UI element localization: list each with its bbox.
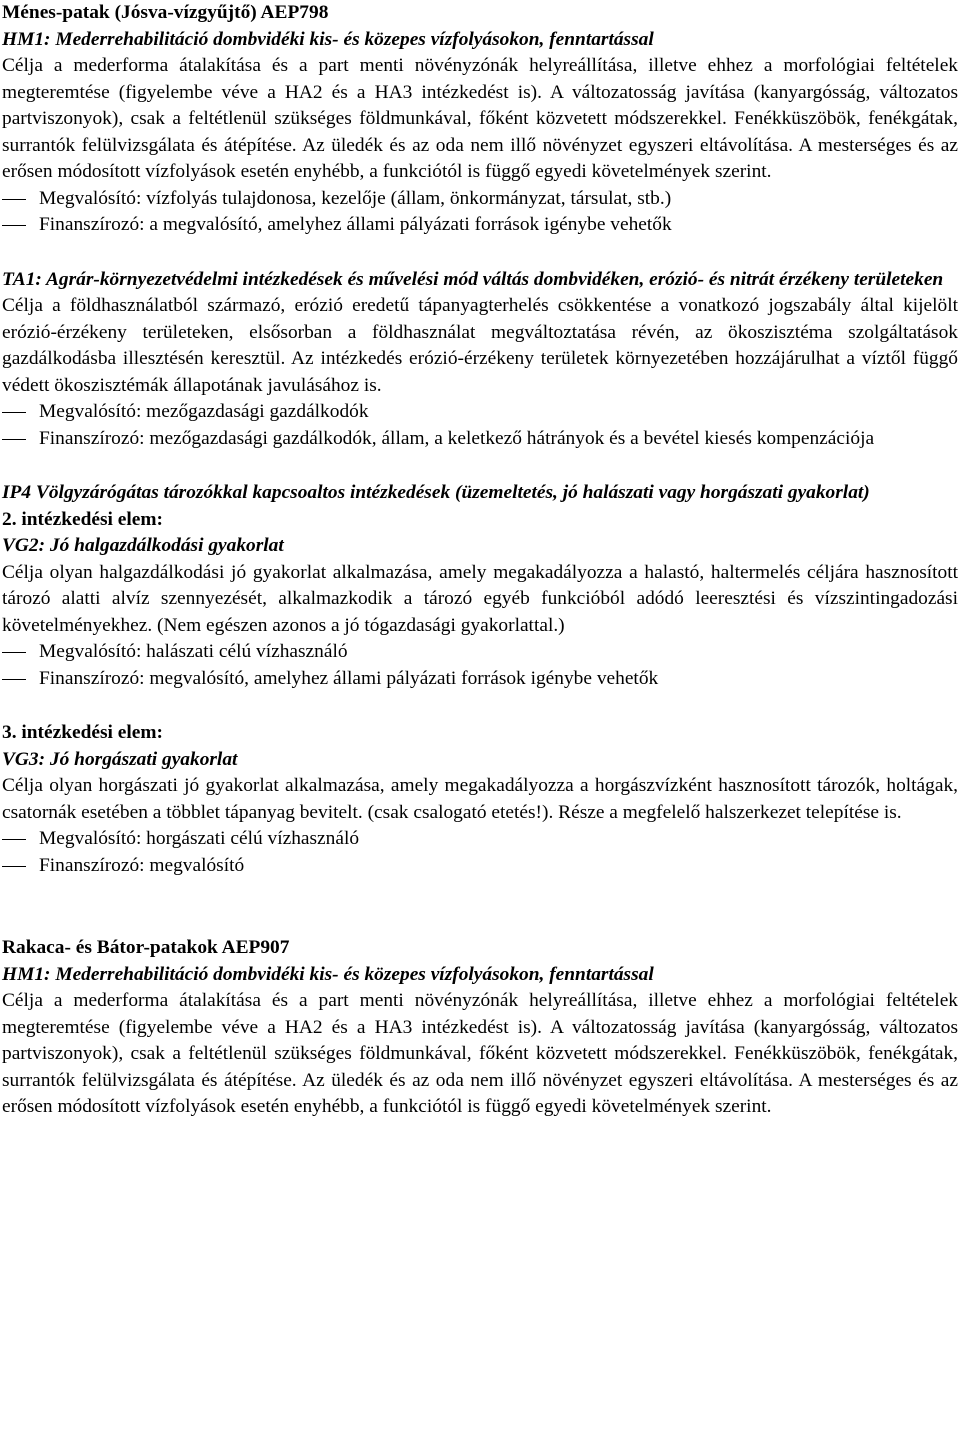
spacer	[2, 452, 958, 480]
measure-details	[2, 186, 958, 239]
spacer	[2, 239, 958, 267]
financer-item: Finanszírozó: mezőgazdasági gazdálkodók, állam, a keletkező hátrányok és a bevétel kiesés kompenzációja	[2, 426, 958, 453]
implementer-item: Megvalósító: mezőgazdasági gazdálkodók	[2, 399, 958, 426]
measure-details	[2, 826, 958, 879]
element-title: VG2: Jó halgazdálkodási gyakorlat	[2, 535, 284, 556]
measure-title: HM1: Mederrehabilitáció dombvidéki kis- és közepes vízfolyásokon, fenntartással	[2, 963, 654, 985]
section-ta1	[2, 267, 958, 453]
measure-title: HM1: Mederrehabilitáció dombvidéki kis- és közepes vízfolyásokon, fenntartással	[2, 28, 654, 50]
measure-body: Célja a mederforma átalakítása és a part menti növényzónák helyreállítása, illetve ehhez a morfológiai feltételek megteremtése (figyelembe véve a HA2 és a HA3 intézkedést is). A változatosság javítása (kanyargósság, változatos partviszonyok), csak a feltétlenül szükséges földmunkával, főként közvetett módszerekkel. Fenékküszöbök, fenékgátak, surrantók felülvizsgálata és átépítése. Az üledék és az oda nem illő növényzet egyszeri eltávolítása. A mesterséges és az erősen módosított vízfolyások esetén enyhébb, a funkciótól is függő egyedi követelmények szerint.	[2, 55, 958, 182]
measure-body: Célja a mederforma átalakítása és a part menti növényzónák helyreállítása, illetve ehhez a morfológiai feltételek megteremtése (figyelembe véve a HA2 és a HA3 intézkedést is). A változatosság javítása (kanyargósság, változatos partviszonyok), csak a feltétlenül szükséges földmunkával, főként közvetett módszerekkel. Fenékküszöbök, fenékgátak, surrantók felülvizsgálata és átépítése. Az üledék és az oda nem illő növényzet egyszeri eltávolítása. A mesterséges és az erősen módosított vízfolyások esetén enyhébb, a funkciótól is függő egyedi követelmények szerint.	[2, 990, 958, 1117]
measure-details	[2, 399, 958, 452]
implementer-item: Megvalósító: halászati célú vízhasználó	[2, 639, 958, 666]
implementer-item: Megvalósító: horgászati célú vízhasználó	[2, 826, 958, 853]
section-rakaca-bator	[2, 935, 958, 1121]
implementer-item: Megvalósító: vízfolyás tulajdonosa, kezelője (állam, önkormányzat, társulat, stb.)	[2, 186, 958, 213]
measure-body: Célja olyan horgászati jó gyakorlat alkalmazása, amely megakadályozza a horgászvízként hasznosított tározók, holtágak, csatornák esetében a többlet tápanyag bevitelt. (csak csalogató etetés!). Része a megfelelő halszerkezet telepítése is.	[2, 775, 958, 823]
section-title: Ménes-patak (Jósva-vízgyűjtő) AEP798	[2, 2, 329, 23]
financer-item: Finanszírozó: megvalósító	[2, 853, 958, 880]
element-title: VG3: Jó horgászati gyakorlat	[2, 748, 238, 770]
section-menes-patak	[2, 0, 958, 239]
section-title: Rakaca- és Bátor-patakok AEP907	[2, 937, 290, 958]
measure-body: Célja a földhasználatból származó, erózió eredetű tápanyagterhelés csökkentése a vonatkozó jogszabály által kijelölt erózió-érzékeny területeken, elsősorban a földhasználat megváltoztatása révén, az ökoszisztéma szolgáltatások gazdálkodásba illesztésén keresztül. Az intézkedés erózió-érzékeny területek környezetében hozzájárulhat a víztől függő védett ökoszisztémák állapotának javulásához is.	[2, 295, 958, 396]
measure-title: TA1: Agrár-környezetvédelmi intézkedések és művelési mód váltás dombvidéken, erózió- és nitrát érzékeny területeken	[2, 268, 944, 290]
section-vg3	[2, 720, 958, 879]
element-label: 2. intézkedési elem:	[2, 508, 164, 530]
measure-body: Célja olyan halgazdálkodási jó gyakorlat alkalmazása, amely megakadályozza a halastó, haltermelés céljára hasznosított tározó alatti alvíz szennyezését, alkalmazkodik a tározó egyéb funkcióból adódó leeresztési és vízszintingadozási követelményekhez. (Nem egészen azonos a jó tógazdasági gyakorlattal.)	[2, 561, 958, 636]
measure-details	[2, 639, 958, 692]
section-ip4	[2, 480, 958, 692]
element-label: 3. intézkedési elem:	[2, 722, 164, 743]
spacer	[2, 692, 958, 720]
financer-item: Finanszírozó: a megvalósító, amelyhez állami pályázati források igénybe vehetők	[2, 212, 958, 239]
measure-title: IP4 Völgyzárógátas tározókkal kapcsoaltos intézkedések (üzemeltetés, jó halászati vagy horgászati gyakorlat)	[2, 482, 870, 503]
financer-item: Finanszírozó: megvalósító, amelyhez állami pályázati források igénybe vehetők	[2, 666, 958, 693]
spacer	[2, 879, 958, 935]
